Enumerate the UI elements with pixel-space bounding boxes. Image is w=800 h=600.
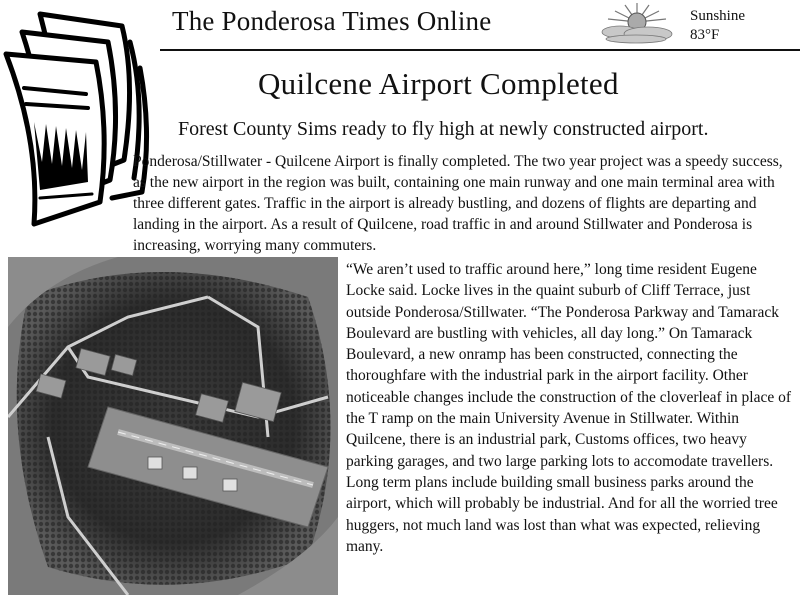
weather-readout [690, 7, 745, 45]
article-subheadline: Forest County Sims ready to fly high at newly constructed airport. [178, 118, 709, 140]
masthead-divider [160, 49, 800, 51]
sun-cloud-icon [598, 2, 676, 44]
weather-condition: Sunshine [690, 8, 746, 24]
article-headline: Quilcene Airport Completed [258, 66, 619, 101]
airport-aerial-photo [8, 257, 338, 595]
weather-temperature: 83°F [690, 27, 720, 43]
article-paragraph-quote: “We aren’t used to traffic around here,” long time resident Eugene Locke said. Locke lives in the quaint suburb of Cliff Terrace, just outside Ponderosa/Stillwater. “The Ponderosa Parkway and Tamarack Boulevard are bustling with vehicles, all day long.” On Tamarack Boulevard, a new onramp has been constructed, connecting the thoroughfare with the industrial park in the airport facility. Other noticeable changes include the construction of the cloverleaf in place of the T ramp on the main University Avenue in Stillwater. Within Quilcene, there is an industrial park, Customs offices, two heavy parking garages, and two large parking lots to accomodate travellers. Long term plans include building small business parks around the airport, which will probably be industrial. And for all the worried tree huggers, not much land was lost than what was expected, relieving many. [346, 261, 792, 555]
masthead-title: The Ponderosa Times Online [172, 6, 492, 36]
article-paragraph-intro: Ponderosa/Stillwater - Quilcene Airport is finally completed. The two year project was a speedy success, as the new airport in the region was built, containing one main runway and one main terminal area with three different gates. Traffic in the airport is already bustling, and dozens of flights are departing and landing in the airport. As a result of Quilcene, road traffic in and around Stillwater and Ponderosa is increasing, worrying many commuters. [133, 153, 783, 254]
